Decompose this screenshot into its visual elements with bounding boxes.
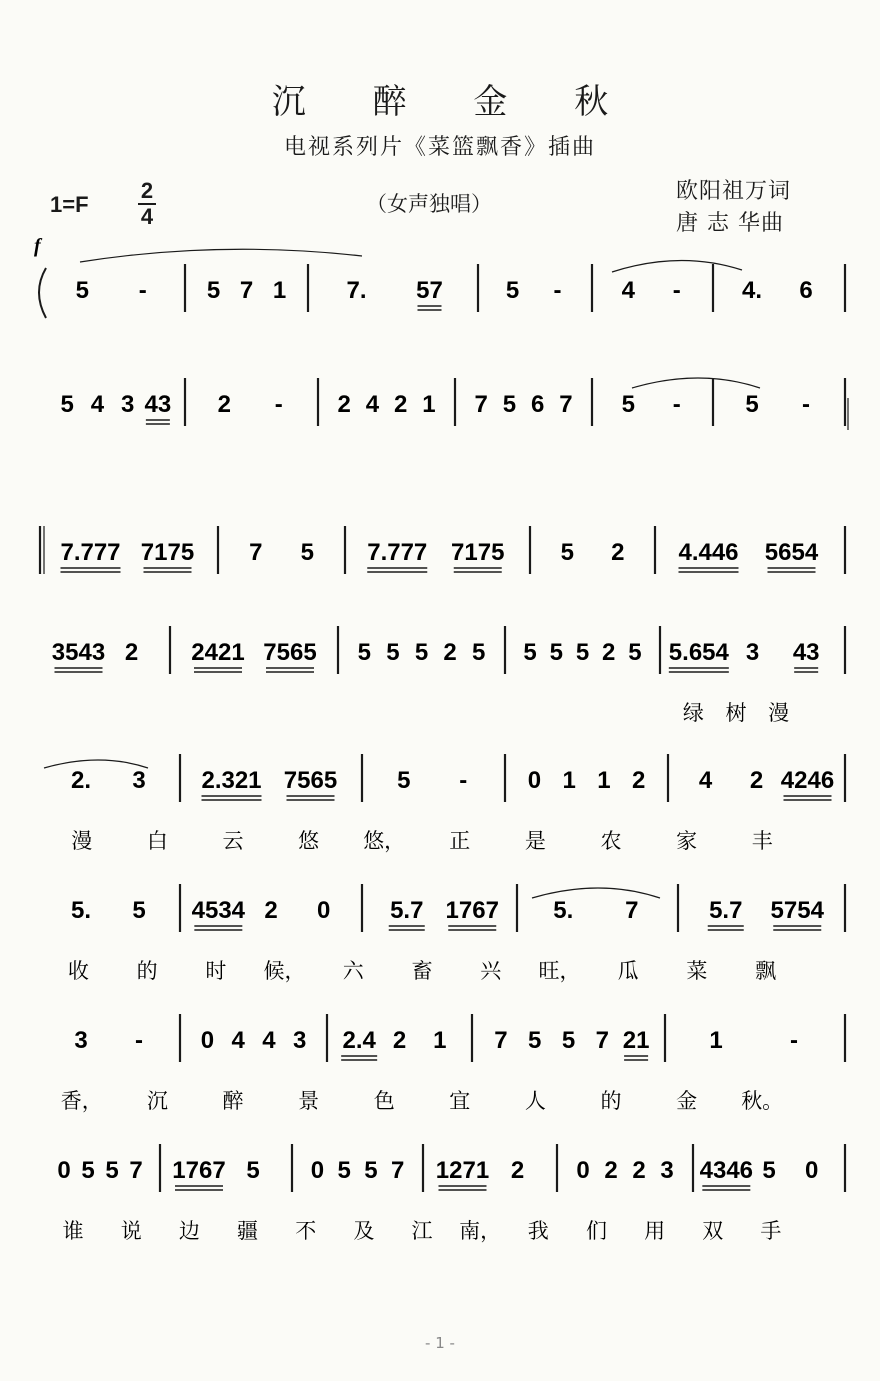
lyric-syllable: 绿 (682, 701, 704, 725)
note-group: 5 (628, 639, 642, 666)
lyric-syllable: 边 (178, 1219, 200, 1243)
note-group: 5 (337, 1157, 351, 1184)
lyric-syllable: 白 (146, 829, 168, 853)
note-group: 4 (90, 391, 105, 418)
lyric-syllable: 宜 (449, 1089, 471, 1113)
song-title: 沉 醉 金 秋 (271, 82, 637, 122)
lyric-syllable: 农 (600, 829, 622, 853)
note-group: 5 (505, 277, 520, 304)
time-signature-top: 2 (140, 178, 154, 203)
lyric-syllable: 漫 (71, 829, 93, 853)
note-group: 2. (70, 767, 92, 794)
note-group: 5754 (770, 897, 824, 924)
note-group: 4.446 (678, 539, 739, 566)
slur (632, 378, 760, 388)
note-group: - (553, 277, 562, 304)
lyric-syllable: 金 (676, 1089, 698, 1113)
lyric-syllable: 旺， (538, 959, 581, 983)
note-group: 5654 (764, 539, 819, 566)
note-group: 5 (81, 1157, 95, 1184)
note-group: 0 (316, 897, 331, 924)
note-group: 5 (560, 539, 574, 566)
note-group: 5 (621, 391, 635, 418)
note-group: 2.4 (342, 1027, 376, 1054)
note-group: 2 (264, 897, 278, 924)
lyric-syllable: 色 (373, 1089, 395, 1113)
note-group: 0 (200, 1027, 215, 1054)
performance-note: （女声独唱） (366, 192, 492, 216)
note-group: - (802, 391, 810, 418)
note-group: 5 (132, 897, 146, 924)
lyric-syllable: 是 (524, 829, 546, 853)
score-body (39, 249, 848, 1244)
lyric-syllable: 漫 (768, 701, 790, 725)
note-group: - (135, 1027, 143, 1054)
lyric-syllable: 双 (702, 1219, 724, 1243)
note-group: 0 (804, 1157, 819, 1184)
note-group: 3 (74, 1027, 88, 1054)
song-subtitle: 电视系列片《菜篮飘香》插曲 (283, 135, 596, 160)
note-group: 7565 (263, 639, 317, 666)
note-group: 3 (292, 1027, 307, 1054)
note-group: 43 (792, 639, 820, 666)
note-group: 1 (272, 277, 287, 304)
note-group: 2 (631, 767, 646, 794)
note-group: 2 (443, 639, 457, 666)
note-group: 7175 (140, 539, 195, 566)
lyric-syllable: 及 (353, 1219, 375, 1243)
note-group: 4246 (780, 767, 835, 794)
note-group: 5. (553, 897, 574, 924)
note-group: 4534 (191, 897, 246, 924)
note-group: 3 (745, 639, 760, 666)
lyric-syllable: 正 (449, 829, 471, 853)
lyric-syllable: 谁 (62, 1219, 84, 1243)
note-group: 7 (559, 391, 573, 418)
note-group: 5 (745, 391, 759, 418)
note-group: 2 (611, 539, 625, 566)
note-group: 4 (231, 1027, 245, 1054)
note-group: 5 (549, 639, 563, 666)
note-group: 4. (741, 277, 763, 304)
note-group: 2 (392, 1027, 407, 1054)
note-group: 5. (70, 897, 92, 924)
lyric-syllable: 丰 (751, 829, 773, 853)
lyric-syllable: 疆 (237, 1219, 259, 1243)
note-group: - (459, 767, 468, 794)
note-group: 6 (799, 277, 813, 304)
lyric-syllable: 说 (120, 1219, 142, 1243)
note-group: 57 (416, 277, 443, 304)
note-group: 1 (562, 767, 576, 794)
note-group: 43 (144, 391, 172, 418)
slur (612, 260, 742, 272)
note-group: 5 (246, 1157, 260, 1184)
note-group: 6 (530, 391, 545, 418)
note-group: - (790, 1027, 798, 1054)
note-group: 7 (390, 1157, 405, 1184)
note-group: 5 (300, 539, 314, 566)
note-group: 7.777 (367, 539, 428, 566)
note-group: 7. (346, 277, 367, 304)
lyric-syllable: 悠， (363, 829, 406, 853)
note-group: 5 (472, 639, 486, 666)
lyric-syllable: 瓜 (617, 959, 639, 983)
note-group: 2 (393, 391, 408, 418)
note-group: 5 (105, 1157, 119, 1184)
key-signature: 1=F (50, 192, 89, 217)
opening-parenthesis (39, 268, 46, 318)
lyric-syllable: 云 (222, 829, 244, 853)
note-group: 2.321 (201, 767, 262, 794)
lyric-syllable: 菜 (686, 959, 708, 983)
note-group: 5 (561, 1027, 576, 1054)
note-group: 21 (622, 1027, 650, 1054)
note-group: 5 (575, 639, 590, 666)
note-group: 4346 (699, 1157, 754, 1184)
lyric-syllable: 收 (67, 959, 89, 983)
note-group: 5 (75, 277, 89, 304)
note-group: 5 (528, 1027, 542, 1054)
note-group: 2 (217, 391, 231, 418)
slur (532, 888, 660, 898)
note-group: 5.654 (668, 639, 729, 666)
lyric-syllable: 秋。 (741, 1089, 784, 1113)
lyric-syllable: 时 (205, 959, 227, 983)
note-group: 7 (625, 897, 639, 924)
note-group: 1 (433, 1027, 447, 1054)
note-group: 7 (494, 1027, 508, 1054)
lyric-syllable: 醉 (222, 1089, 244, 1113)
note-group: 2 (749, 767, 764, 794)
time-signature-bottom: 4 (140, 204, 154, 229)
note-group: 5 (364, 1157, 378, 1184)
lyric-syllable: 江 (411, 1219, 433, 1243)
note-group: 2 (632, 1157, 646, 1184)
lyric-syllable: 家 (676, 829, 698, 853)
lyric-syllable: 飘 (755, 959, 777, 983)
note-group: 5 (523, 639, 537, 666)
dynamic-marking: f (34, 235, 41, 257)
note-group: 2 (604, 1157, 618, 1184)
note-group: 2 (337, 391, 351, 418)
note-group: 1767 (445, 897, 499, 924)
note-group: 0 (310, 1157, 325, 1184)
note-group: 3 (660, 1157, 674, 1184)
lyric-syllable: 香， (60, 1089, 103, 1113)
note-group: 7 (249, 539, 263, 566)
page-number: - 1 - (425, 1334, 455, 1352)
note-group: 4 (262, 1027, 276, 1054)
note-group: 0 (57, 1157, 71, 1184)
note-group: 7175 (451, 539, 505, 566)
lyric-syllable: 的 (136, 959, 158, 983)
note-group: 7 (129, 1157, 143, 1184)
lyric-syllable: 沉 (146, 1089, 168, 1113)
note-group: 1 (709, 1027, 723, 1054)
lyric-syllable: 树 (725, 701, 747, 725)
note-group: 2 (124, 639, 139, 666)
note-group: 2 (510, 1157, 525, 1184)
note-group: 0 (527, 767, 542, 794)
lyric-syllable: 候， (263, 959, 306, 983)
note-group: 7.777 (60, 539, 121, 566)
lyric-syllable: 们 (585, 1219, 607, 1243)
lyric-syllable: 悠 (298, 829, 320, 853)
lyricist-credit: 欧阳祖万词 (676, 179, 792, 204)
note-group: 3543 (51, 639, 106, 666)
note-group: 5.7 (390, 897, 424, 924)
note-group: 1 (597, 767, 611, 794)
lyric-syllable: 畜 (411, 959, 433, 983)
note-group: 5 (414, 639, 429, 666)
note-group: 5 (762, 1157, 776, 1184)
note-group: 7 (474, 391, 488, 418)
lyric-syllable: 兴 (480, 959, 502, 983)
lyric-syllable: 南， (459, 1219, 502, 1243)
note-group: 1767 (172, 1157, 226, 1184)
lyric-syllable: 不 (295, 1219, 317, 1243)
note-group: - (672, 391, 681, 418)
note-group: 1 (422, 391, 436, 418)
lyric-syllable: 用 (644, 1219, 666, 1243)
note-group: 5 (206, 277, 221, 304)
note-group: 1271 (435, 1157, 490, 1184)
note-group: 7 (595, 1027, 609, 1054)
lyric-syllable: 景 (298, 1089, 320, 1113)
note-group: 5.7 (709, 897, 743, 924)
composer-credit: 唐 志 华曲 (676, 211, 784, 236)
note-group: 2 (602, 639, 616, 666)
slur (80, 249, 362, 262)
note-group: 0 (576, 1157, 590, 1184)
lyric-syllable: 我 (527, 1219, 549, 1243)
note-group: 7565 (283, 767, 338, 794)
lyric-syllable: 六 (342, 959, 364, 983)
note-group: - (274, 391, 283, 418)
note-group: 4 (698, 767, 713, 794)
note-group: - (138, 277, 147, 304)
note-group: 2421 (191, 639, 245, 666)
lyric-syllable: 人 (524, 1089, 546, 1113)
note-group: 3 (120, 391, 135, 418)
note-group: 3 (132, 767, 146, 794)
note-group: 4 (365, 391, 380, 418)
note-group: 5 (60, 391, 74, 418)
note-group: 7 (239, 277, 254, 304)
note-group: 5 (397, 767, 411, 794)
note-group: 5 (386, 639, 400, 666)
note-group: - (672, 277, 681, 304)
lyric-syllable: 手 (760, 1219, 782, 1243)
note-group: 4 (621, 277, 635, 304)
note-group: 5 (357, 639, 371, 666)
lyric-syllable: 的 (600, 1089, 622, 1113)
note-group: 5 (502, 391, 517, 418)
